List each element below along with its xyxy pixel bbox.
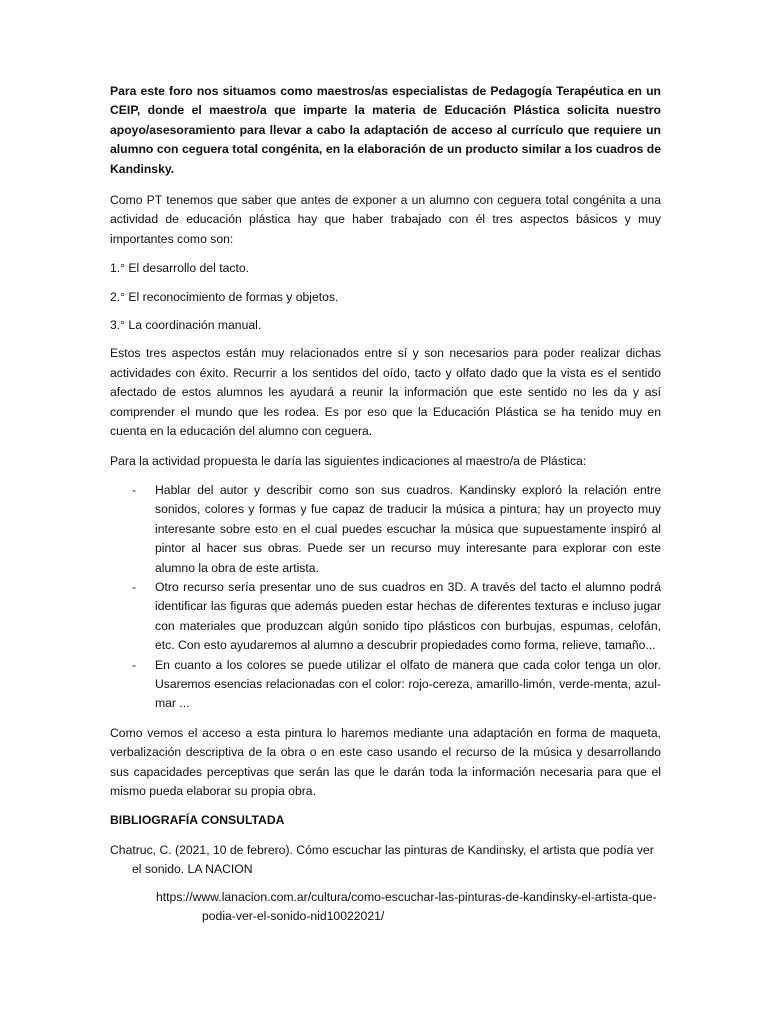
list-item xyxy=(110,578,661,656)
list-item xyxy=(110,481,661,578)
paragraph-senses: Estos tres aspectos están muy relacionados entre sí y son necesarios para poder realizar dichas actividades con éxito. Recurrir a los sentidos del oído, tacto y olfato dado que la vista es el sentido afectado de estos alumnos les ayudará a reunir la información que este sentido no les da y así comprender el mundo que les rodea. Es por eso que la Educación Plástica se ha tenido muy en cuenta en la educación del alumno con ceguera. xyxy=(110,346,661,439)
intro-paragraph: Para este foro nos situamos como maestros/as especialistas de Pedagogía Terapéutica en un CEIP, donde el maestro/a que imparte la materia de Educación Plástica solicita nuestro apoyo/asesoramiento para llevar a cabo la adaptación de acceso al currículo que requiere un alumno con ceguera total congénita, en la elaboración de un producto similar a los cuadros de Kandinsky. xyxy=(110,84,661,176)
bullet-dash: - xyxy=(132,482,137,497)
bullet-dash: - xyxy=(132,657,137,672)
paragraph-pt-context: Como PT tenemos que saber que antes de exponer a un alumno con ceguera total congénita a una actividad de educación plástica hay que haber trabajado con él tres aspectos básicos y muy importantes como son: xyxy=(110,193,661,246)
list-item-text: Otro recurso sería presentar uno de sus cuadros en 3D. A través del tacto el alumno podrá identificar las figuras que además pueden estar hechas de diferentes texturas e incluso jugar con materiales que produzcan algún sonido tipo plásticos con burbujas, espumas, celofán, etc. Con esto ayudaremos al alumno a descubrir propiedades como forma, relieve, tamaño... xyxy=(155,579,661,653)
list-item-text: En cuanto a los colores se puede utilizar el olfato de manera que cada color tenga un olor. Usaremos esencias relacionadas con el color: rojo-cereza, amarillo-limón, verde-menta, azul-mar ... xyxy=(155,657,661,711)
aspect-item: 1.° El desarrollo del tacto. xyxy=(110,261,250,276)
aspect-item: 3.° La coordinación manual. xyxy=(110,318,262,333)
indications-list xyxy=(110,481,661,714)
bibliography-url: https://www.lanacion.com.ar/cultura/como-escuchar-las-pinturas-de-kandinsky-el-artista-que-podia-ver-el-sonido-nid10022021/ xyxy=(156,889,657,924)
bibliography-reference: Chatruc, C. (2021, 10 de febrero). Cómo escuchar las pinturas de Kandinsky, el artista que podía ver el sonido. LA NACION xyxy=(110,842,654,877)
paragraph-conclusion: Como vemos el acceso a esta pintura lo haremos mediante una adaptación en forma de maqueta, verbalización descriptiva de la obra o en este caso usando el recurso de la música y desarrollando sus capacidades perceptivas que serán las que le darán toda la información necesaria para que el mismo pueda elaborar su propia obra. xyxy=(110,725,661,798)
basic-aspects-list xyxy=(110,259,661,335)
bullet-dash: - xyxy=(132,579,137,594)
paragraph-activity-intro: Para la actividad propuesta le daría las siguientes indicaciones al maestro/a de Plástica: xyxy=(110,453,587,468)
bibliography-title: BIBLIOGRAFÍA CONSULTADA xyxy=(110,813,285,828)
list-item xyxy=(110,656,661,714)
list-item-text: Hablar del autor y describir como son sus cuadros. Kandinsky exploró la relación entre sonidos, colores y formas y fue capaz de traducir la música a pintura; hay un proyecto muy interesante sobre esto en el cual puedes escuchar la música que supuestamente inspiró al pintor al hacer sus obras. Puede ser un recurso muy interesante para explorar con este alumno la obra de este artista. xyxy=(155,482,661,575)
aspect-item: 2.° El reconocimiento de formas y objetos. xyxy=(110,289,339,304)
